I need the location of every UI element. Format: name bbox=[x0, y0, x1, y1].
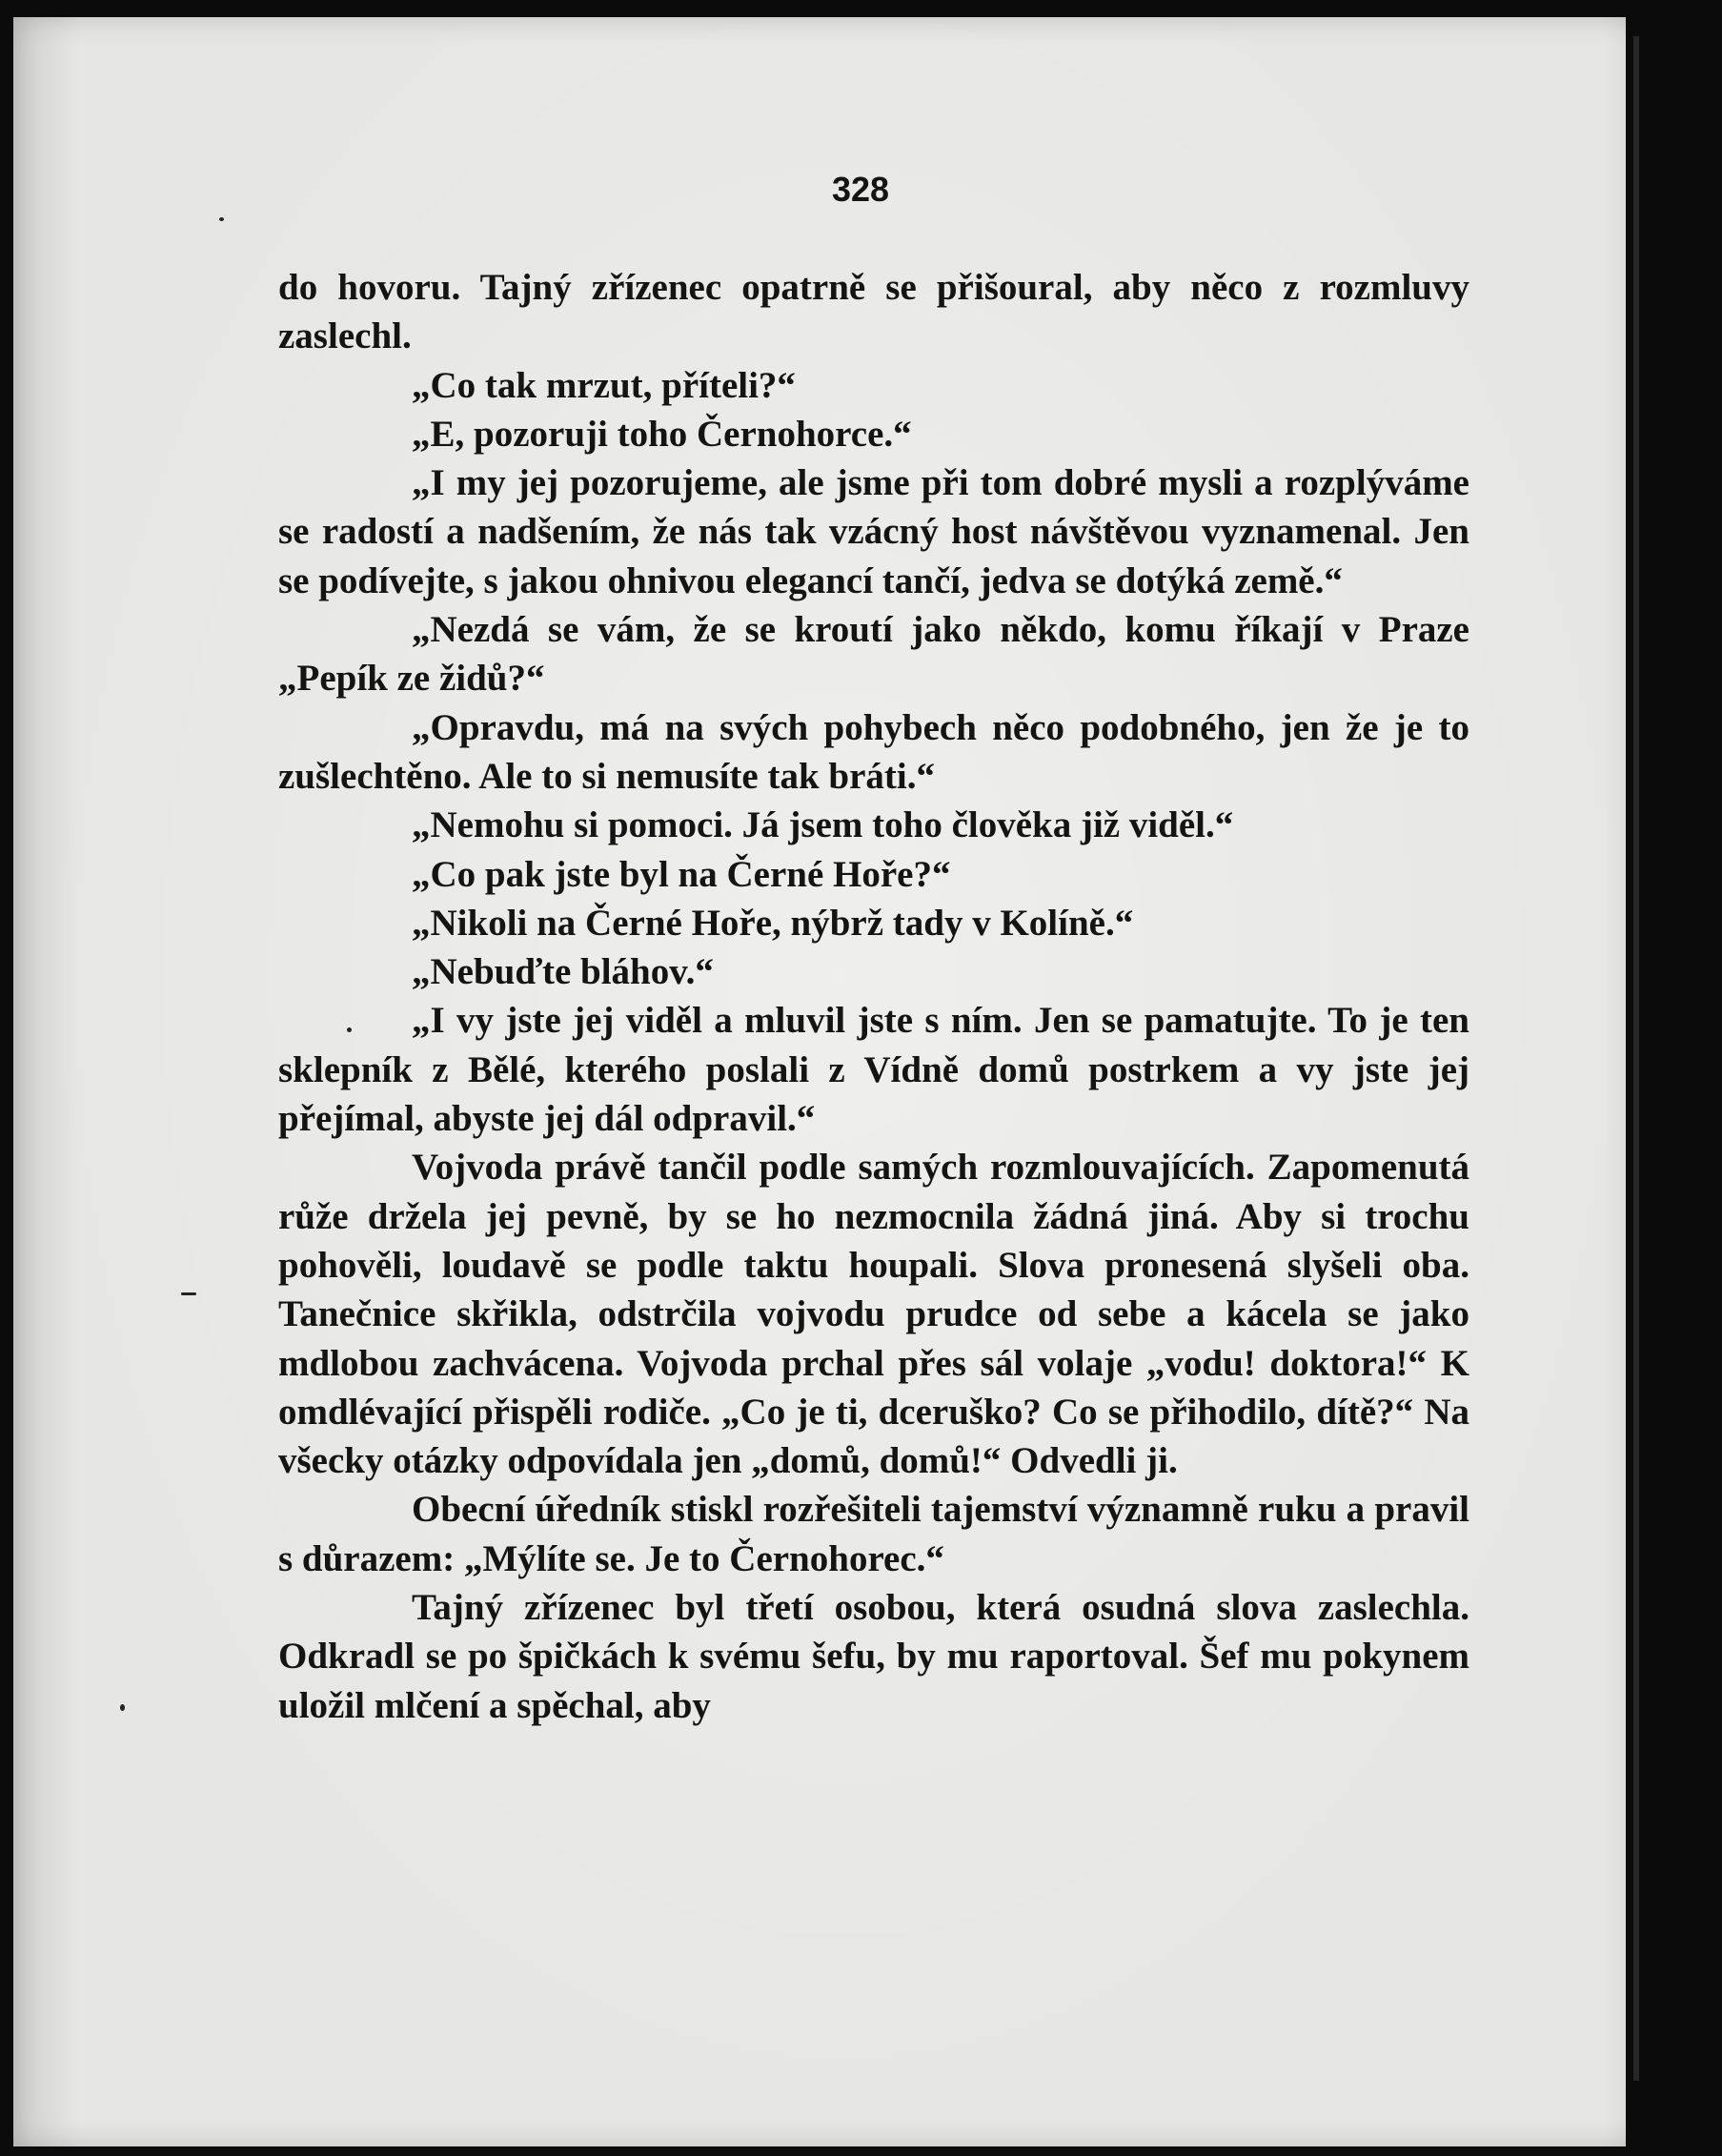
body-text bbox=[278, 263, 1469, 1730]
paragraph: „Opravdu, má na svých pohybech něco podobného, jen že je to zušlechtěno. Ale to si nemusíte tak bráti.“ bbox=[278, 706, 1469, 797]
paragraph: „Nezdá se vám, že se kroutí jako někdo, komu říkají v Praze „Pepík ze židů?“ bbox=[278, 609, 1469, 700]
paragraph: „Co pak jste byl na Černé Hoře?“ bbox=[412, 853, 951, 895]
paragraph: „Nikoli na Černé Hoře, nýbrž tady v Kolíně.“ bbox=[412, 902, 1134, 944]
paper-speck bbox=[219, 217, 224, 221]
paragraph: „E, pozoruji toho Černohorce.“ bbox=[412, 413, 912, 455]
book-page bbox=[13, 17, 1670, 2146]
paper-speck bbox=[120, 1704, 125, 1711]
paragraph: „I vy jste jej viděl a mluvil jste s ním. Jen se pamatujte. To je ten sklepník z Bělé, kterého poslali z Vídně domů postrkem a vy jste jej přejímal, abyste jej dál odpravil.“ bbox=[278, 1000, 1469, 1140]
page-number: 328 bbox=[831, 170, 890, 209]
book-spine-shadow bbox=[1626, 17, 1670, 2146]
paper-speck bbox=[181, 1292, 196, 1295]
paragraph: Obecní úředník stiskl rozřešiteli tajemství významně ruku a pravil s důrazem: „Mýlíte se. Je to Černohorec.“ bbox=[278, 1489, 1469, 1579]
paper-speck bbox=[347, 1027, 352, 1032]
paragraph: do hovoru. Tajný zřízenec opatrně se přišoural, aby něco z rozmluvy zaslechl. bbox=[278, 267, 1469, 357]
paragraph: „Nemohu si pomoci. Já jsem toho člověka již viděl.“ bbox=[412, 804, 1234, 846]
paragraph: „I my jej pozorujeme, ale jsme při tom dobré mysli a rozplýváme se radostí a nadšením, že nás tak vzácný host návštěvou vyznamenal. Jen se podívejte, s jakou ohnivou elegancí tančí, jedva se dotýká země.“ bbox=[278, 462, 1469, 601]
paragraph: Tajný zřízenec byl třetí osobou, která osudná slova zaslechla. Odkradl se po špičkách k svému šefu, by mu raportoval. Šef mu pokynem uložil mlčení a spěchal, aby bbox=[278, 1587, 1469, 1726]
paragraph: Vojvoda právě tančil podle samých rozmlouvajících. Zapomenutá růže držela jej pevně, by se ho nezmocnila žádná jiná. Aby si trochu pohověli, loudavě se podle taktu houpali. Slova pronesená slyšeli oba. Tanečnice skřikla, odstrčila vojvodu prudce od sebe a kácela se jako mdlobou zachvácena. Vojvoda prchal přes sál volaje „vodu! doktora!“ K omdlévající přispěli rodiče. „Co je ti, dceruško? Co se přihodilo, dítě?“ Na všecky otázky odpovídala jen „domů, domů!“ Odvedli ji. bbox=[278, 1147, 1469, 1482]
paragraph: „Nebuďte bláhov.“ bbox=[412, 951, 714, 993]
paragraph: „Co tak mrzut, příteli?“ bbox=[412, 364, 796, 406]
